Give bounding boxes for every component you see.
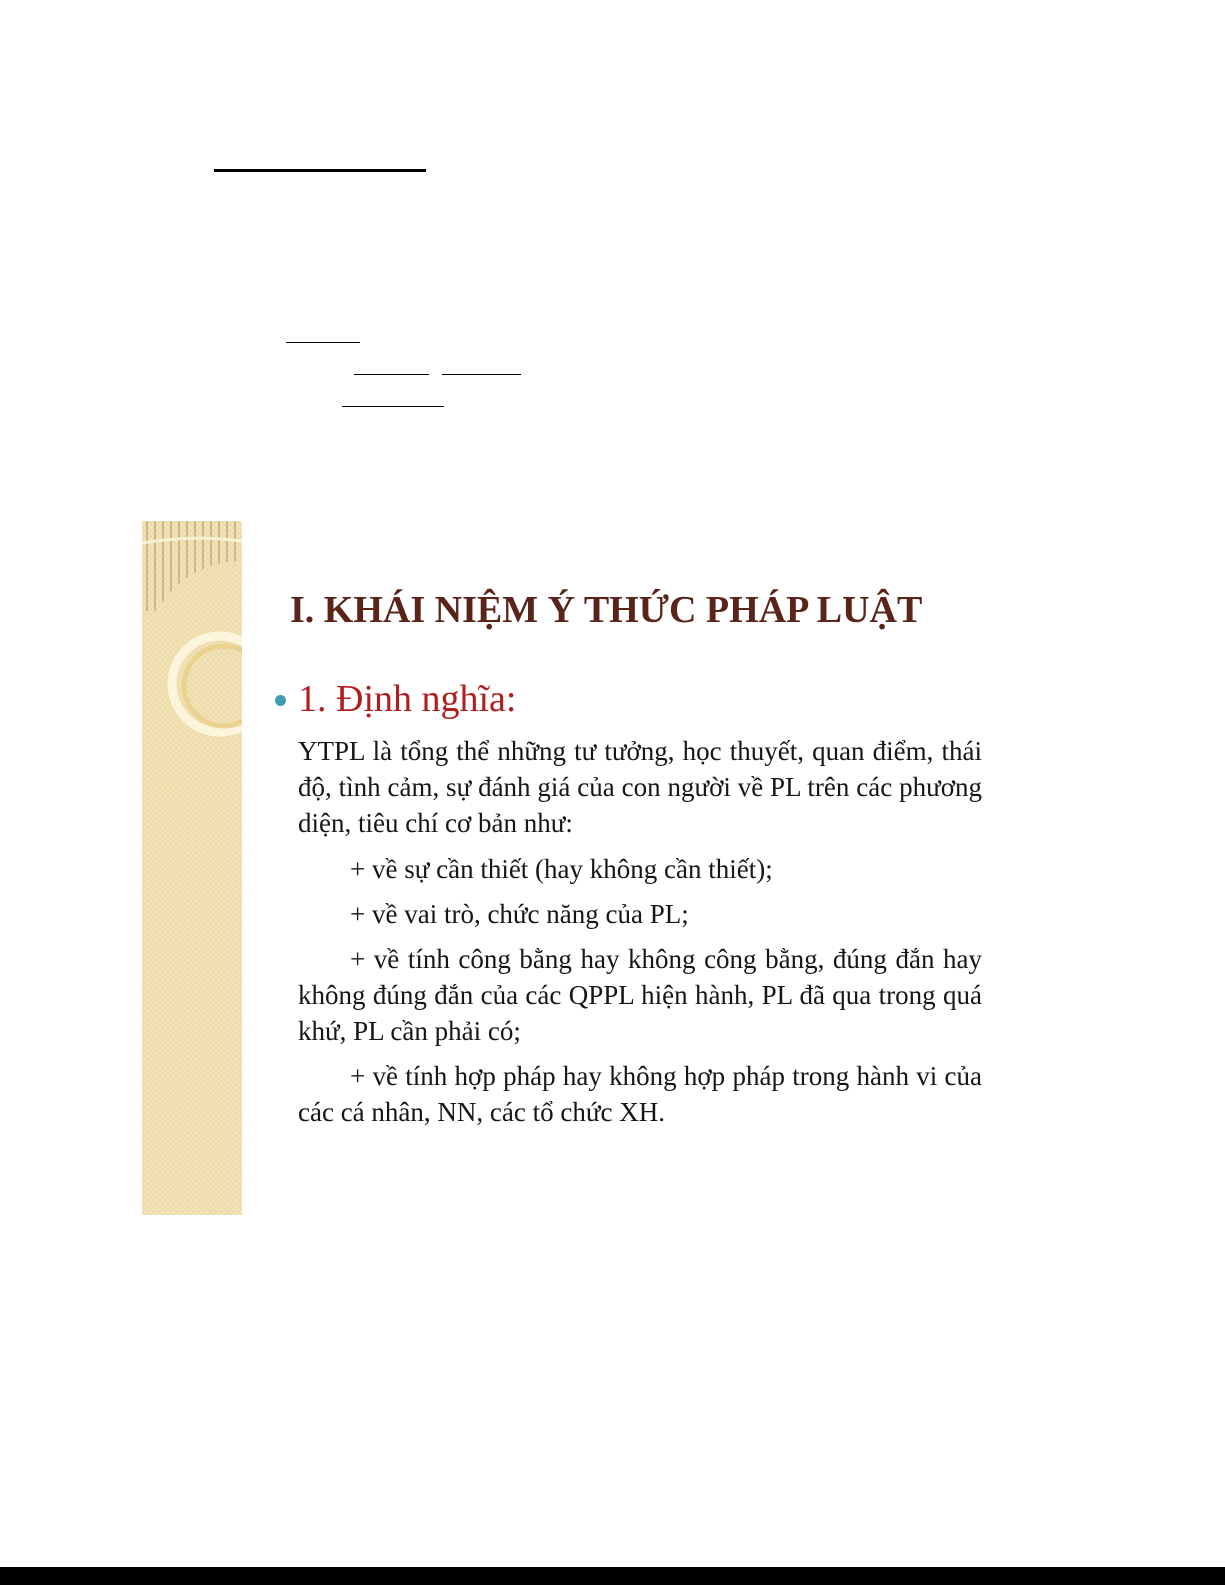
definition-item: + về tính công bằng hay không công bằng, đúng đắn hay không đúng đắn của các QPPL hiện hành, PL đã qua trong quá khứ, PL cần phải có; (298, 944, 982, 1046)
underline-rule (354, 374, 429, 375)
slide-decorative-sidebar (142, 521, 242, 1215)
section-heading: 1. Định nghĩa: (298, 678, 517, 720)
bullet-dot-icon (275, 695, 286, 706)
page-bottom-bar (0, 1567, 1225, 1585)
underline-rule (342, 406, 444, 407)
definition-item: + về tính hợp pháp hay không hợp pháp trong hành vi của các cá nhân, NN, các tổ chức XH. (298, 1061, 982, 1127)
slide-title: I. KHÁI NIỆM Ý THỨC PHÁP LUẬT (290, 589, 923, 631)
definition-intro: YTPL là tổng thể những tư tưởng, học thuyết, quan điểm, thái độ, tình cảm, sự đánh giá của con người về PL trên các phương diện, tiêu chí cơ bản như: (298, 736, 982, 838)
underline-rule (442, 374, 521, 375)
top-underline-rule (214, 169, 426, 172)
sidebar-ornament (142, 521, 242, 1215)
slide-image (142, 521, 1064, 1215)
underline-rule (286, 342, 360, 343)
definition-body (298, 733, 982, 1139)
definition-item: + về sự cần thiết (hay không cần thiết); (350, 854, 773, 884)
definition-item: + về vai trò, chức năng của PL; (350, 899, 689, 929)
